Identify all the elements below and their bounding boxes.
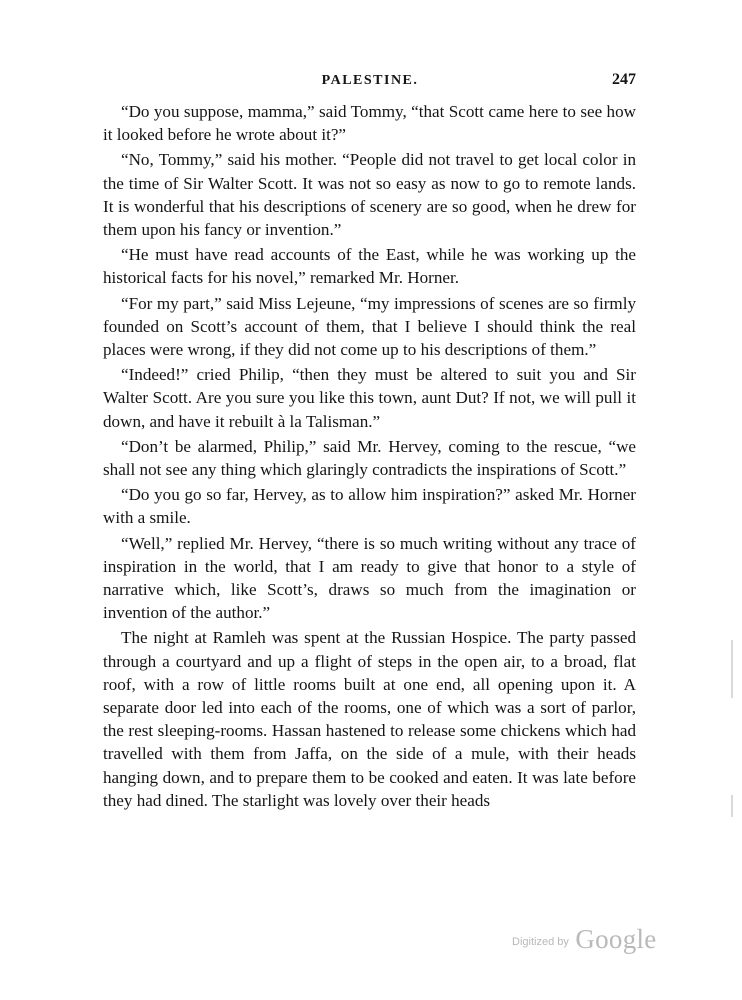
running-title: PALESTINE. xyxy=(321,73,419,88)
paragraph: “Do you go so far, Hervey, as to allow him inspiration?” asked Mr. Horner with a smile. xyxy=(103,485,636,528)
paragraph: The night at Ramleh was spent at the Russian Hospice. The party passed through a courtyard and up a flight of steps in the open air, to a broad, flat roof, with a row of little rooms built at one end, all opening upon it. A separate door led into each of the rooms, one of which was a sort of parlor, the rest sleeping-rooms. Hassan hastened to release some chickens which had travelled with them from Jaffa, on the side of a mule, with their heads hanging down, and to prepare them to be cooked and eaten. It was late before they had dined. The starlight was lovely over their heads xyxy=(103,628,636,810)
paragraph: “For my part,” said Miss Lejeune, “my impressions of scenes are so firmly founded on Scott’s account of them, that I believe I should think the real places were wrong, if they did not come up to his descriptions of them.” xyxy=(103,293,636,360)
paragraph: “No, Tommy,” said his mother. “People did not travel to get local color in the time of Sir Walter Scott. It was not so easy as now to go to remote lands. It is wonderful that his descriptions of scenery are so good, when he drew for them upon his fancy or invention.” xyxy=(103,150,636,240)
scan-edge-mark xyxy=(731,640,733,698)
watermark-prefix: Digitized by xyxy=(512,936,569,948)
running-head xyxy=(104,71,636,95)
page-number: 247 xyxy=(612,71,636,88)
paragraph: “Do you suppose, mamma,” said Tommy, “that Scott came here to see how it looked before he wrote about it?” xyxy=(103,102,636,145)
digitized-watermark xyxy=(512,924,657,956)
scan-edge-mark xyxy=(731,795,733,817)
paragraph: “Indeed!” cried Philip, “then they must be altered to suit you and Sir Walter Scott. Are you sure you like this town, aunt Dut? If not, we will pull it down, and have it rebuilt à la Talisman.” xyxy=(103,365,636,431)
paragraph: “He must have read accounts of the East, while he was working up the historical facts for his novel,” remarked Mr. Horner. xyxy=(103,245,636,288)
paragraph: “Don’t be alarmed, Philip,” said Mr. Hervey, coming to the rescue, “we shall not see any thing which glaringly contradicts the inspirations of Scott.” xyxy=(103,436,636,480)
paragraph: “Well,” replied Mr. Hervey, “there is so much writing without any trace of inspiration in the world, that I am ready to give that honor to a style of narrative which, like Scott’s, draws so much from the imagination or invention of the author.” xyxy=(103,533,636,623)
body-text xyxy=(103,100,636,812)
google-logo: Google xyxy=(575,924,657,954)
